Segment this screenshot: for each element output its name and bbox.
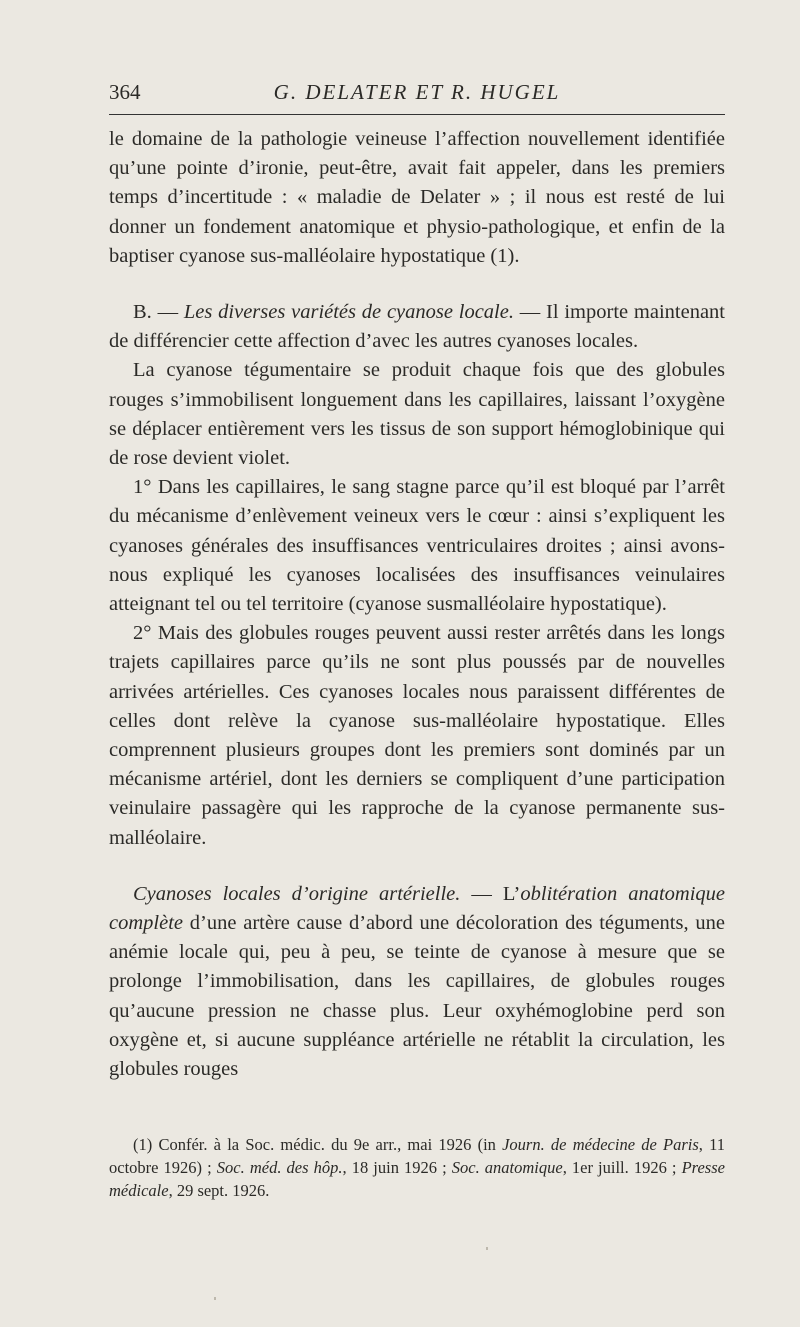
paper-speck	[214, 1297, 216, 1300]
footnote-journal: Soc. méd. des hôp.	[216, 1158, 343, 1177]
page-number: 364	[109, 80, 141, 104]
running-title: G. DELATER ET R. HUGEL	[273, 80, 561, 104]
paragraph-point-2: 2° Mais des globules rouges peuvent aussi rester arrêtés dans les longs trajets capillaires parce qu’ils ne sont plus poussés par de nouvelles arrivées artérielles. Ces cyanoses locales nous paraissent différentes de celles dont relève la cyanose sus-malléolaire hypostatique. Elles comprennent plusieurs groupes dont les premiers sont dominés par un mécanisme artériel, dont les derniers se compliquent d’une participation veinulaire passagère qui les rapproche de la cyanose permanente sus-malléolaire.	[109, 622, 725, 849]
section-b-lead: B. —	[133, 301, 184, 324]
paper-speck	[486, 1247, 488, 1250]
paragraph-arterial-cyanoses	[109, 880, 725, 1084]
arterial-term: oblitération anatomique complète	[109, 882, 725, 935]
section-b-title: Les diverses variétés de cyanose locale.	[183, 301, 514, 324]
footnote-part: (1) Confér. à la Soc. médic. du 9e arr., mai 1926 (in	[133, 1135, 503, 1154]
footnote-part: , 29 sept. 1926.	[168, 1181, 270, 1200]
section-b-text: — Il importe maintenant de différencier cette affection d’avec les autres cyanoses locales.	[109, 301, 725, 353]
body-text	[109, 125, 725, 1084]
paragraph-continuation: le domaine de la pathologie veineuse l’affection nouvellement identifiée qu’une pointe d’ironie, peut-être, avait fait appeler, dans les premiers temps d’incertitude : « maladie de Delater » ; il nous est resté de lui donner un fondement anatomique et physio-pathologique, et enfin de la baptiser cyanose sus-malléolaire hypostatique (1).	[109, 128, 725, 267]
arterial-dash: — L’	[460, 882, 521, 905]
paragraph-point-1: 1° Dans les capillaires, le sang stagne parce qu’il est bloqué par l’arrêt du mécanisme d’enlèvement veineux vers le cœur : ainsi s’expliquent les cyanoses générales des insuffisances ventriculaires droites ; ainsi avons-nous expliqué les cyanoses localisées des insuffisances veinulaires atteignant tel ou tel territoire (cyanose susmalléolaire hypostatique).	[109, 476, 725, 616]
footnote-text	[109, 1133, 725, 1202]
footnote-part: , 1er juill. 1926 ;	[562, 1158, 682, 1177]
section-b-paragraph	[109, 298, 725, 356]
footnote-journal: Soc. anatomique	[451, 1158, 563, 1177]
arterial-section-title: Cyanoses locales d’origine artérielle.	[133, 882, 461, 905]
footnote	[109, 1133, 725, 1202]
page-header	[109, 80, 725, 115]
footnote-journal: Journ. de médecine de Paris	[502, 1135, 699, 1154]
arterial-text: d’une artère cause d’abord une décoloration des téguments, une anémie locale qui, peu à peu, se teinte de cyanose à mesure que se prolonge l’immobilisation, dans les capillaires, de globules rouges qu’aucune pression ne chasse plus. Leur oxyhémoglobine perd son oxygène et, si aucune suppléance artérielle ne rétablit la circulation, les globules rouges	[109, 912, 725, 1081]
paragraph-cyanose-tegumentaire: La cyanose tégumentaire se produit chaque fois que des globules rouges s’immobilisent longuement dans les capillaires, laissant l’oxygène se déplacer entièrement vers les tissus de son support hémoglobinique qui de rose devient violet.	[109, 359, 725, 470]
footnote-journal: Presse médicale	[109, 1158, 725, 1200]
footnote-part: , 11 octobre 1926) ;	[109, 1135, 725, 1177]
footnote-part: , 18 juin 1926 ;	[342, 1158, 452, 1177]
